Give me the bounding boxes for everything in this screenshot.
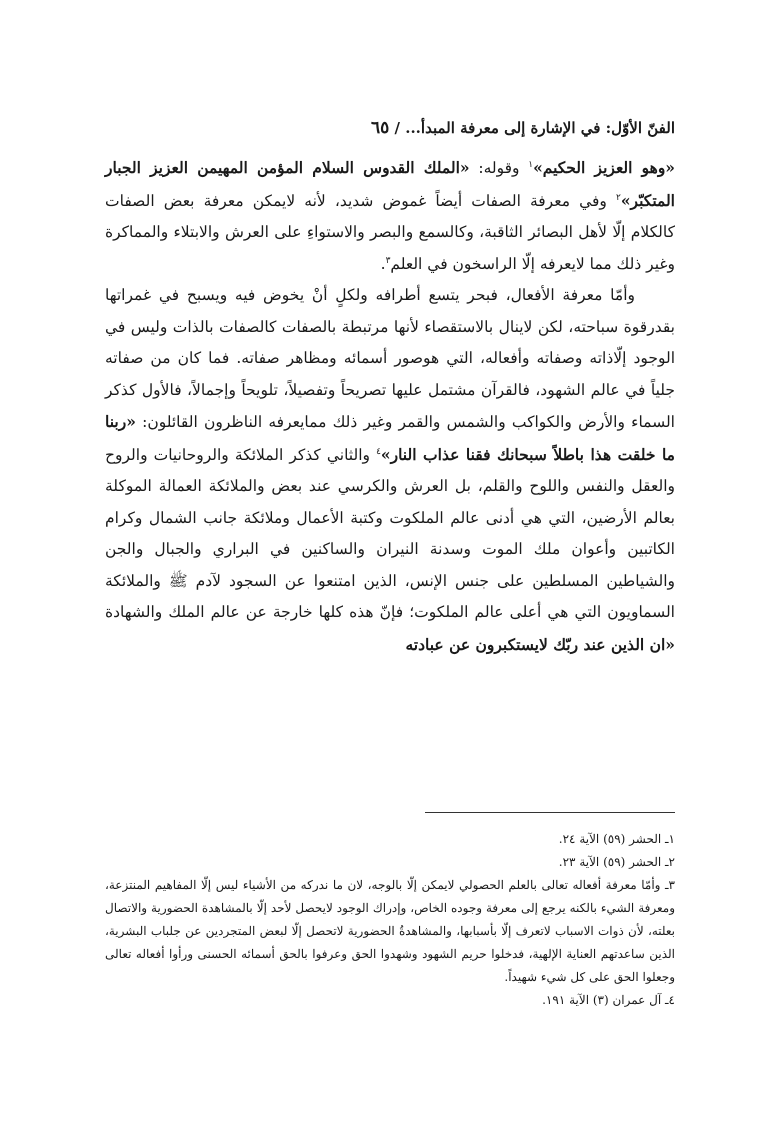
- paragraph-text: وفي معرفة الصفات أيضاً غموض شديد، لأنه لايمكن معرفة بعض الصفات كالكلام إلّا لأهل البصائر الثاقبة، وكالسمع والبصر والاستواءِ على العرش والابتلاء والمماكرة وغير ذلك مما لايعرفه إلّا الراسخون في العلم: [105, 191, 675, 273]
- footnotes: [105, 828, 675, 1012]
- paragraph-text: وقوله:: [469, 159, 529, 177]
- header-title: الفنّ الأوّل: في الإشارة إلى معرفة المبدأ...: [405, 119, 675, 137]
- quran-quote: «ان الذين عند ربّك لايستكبرون عن عبادته: [405, 634, 675, 654]
- footnote-ref-1: ١: [528, 159, 534, 170]
- paragraph-1: [105, 152, 675, 280]
- header-separator: /: [394, 119, 400, 137]
- quran-quote: «ربنا ما خلقت هذا باطلاً سبحانك فقنا عذاب النار»: [105, 412, 675, 464]
- paragraph-text: والثاني كذكر الملائكة والروحانيات والروح والعقل والنفس واللوح والقلم، بل العرش والكرسي عند بعض والملائكة العمالة الموكلة بعالم الأرضين، التي هي أدنى عالم الملكوت وكتبة الأعمال وملائكة جانب الشمال وكرام الكاتبين وأعوان ملك الموت وسدنة النيران والساكنين في البراري والجبال والجن والشياطين المسلطين على جنس الإنس، الذين امتنعوا عن السجود لآدم ﷺ والملائكة السماويون التي هي أعلى عالم الملكوت؛ فإنّ هذه كلها خارجة عن عالم الملك والشهادة: [105, 445, 675, 621]
- main-text: [105, 152, 675, 661]
- page-number: ٦٥: [371, 118, 390, 138]
- paragraph-2: [105, 280, 675, 661]
- footnote-1: ١ـ الحشر (٥٩) الآية ٢٤.: [558, 832, 675, 846]
- paragraph-end: .: [380, 254, 386, 273]
- quran-quote: «الملك القدوس السلام المؤمن المهيمن العزيز الجبار المتكبّر»: [105, 158, 675, 210]
- footnote-2: ٢ـ الحشر (٥٩) الآية ٢٣.: [558, 855, 675, 869]
- footnote-ref-2: ٢: [616, 192, 621, 203]
- footnote-3: ٣ـ وأمّا معرفة أفعاله تعالى بالعلم الحصولي لايمكن إلّا بالوجه، لان ما ندركه من الأشياء ليس إلّا المفاهيم المنتزعة، ومعرفة الشيء بالكنه يرجع إلى معرفة وجوده الخاص، وإدراك الوجود لايحصل لأحد إلّا بالمشاهدة الحضورية والاتصال بعلته، لأن ذوات الاسباب لاتعرف إلّا بأسبابها، والمشاهدةُ الحضورية لاتحصل إلّا لبعض المتجردين عن جلباب البشرية، الذين ساعدتهم العناية الإلهية، فدخلوا حريم الشهود وشهدوا الحق وعرفوا بالحق أسمائه الحسنى ورأوا أفعاله تعالى وجعلوا الحق على كل شيء شهيداً.: [105, 878, 675, 984]
- quran-quote: «وهو العزيز الحكيم»: [533, 158, 675, 177]
- footnote-ref-4: ٤: [376, 446, 381, 457]
- footnote-ref-3: ٣: [385, 255, 391, 266]
- book-page: [105, 0, 675, 1148]
- footnote-divider: [425, 812, 675, 813]
- footnote-4: ٤ـ آل عمران (٣) الآية ١٩١.: [542, 993, 675, 1007]
- paragraph-text: وأمّا معرفة الأفعال، فبحر يتسع أطرافه ولكلٍ أنْ يخوض فيه ويسبح في غمراتها بقدرقوة سباحته، لكن لاينال بالاستقصاء لأنها مرتبطة بالصفات كالصفات بالذات وليس في الوجود إلّاذاته وصفاته وأفعاله، التي هوصور أسمائه ومظاهر صفاته. فما كان من صفاته جلياً في عالم الشهود، فالقرآن مشتمل عليها تصريحاً وتفصيلاً، تلويحاً وإجمالاً، فالأول كذكر السماء والأرض والكواكب والشمس والقمر وغير ذلك ممايعرفه الناظرون القائلون:: [105, 286, 675, 431]
- running-header: [105, 118, 675, 138]
